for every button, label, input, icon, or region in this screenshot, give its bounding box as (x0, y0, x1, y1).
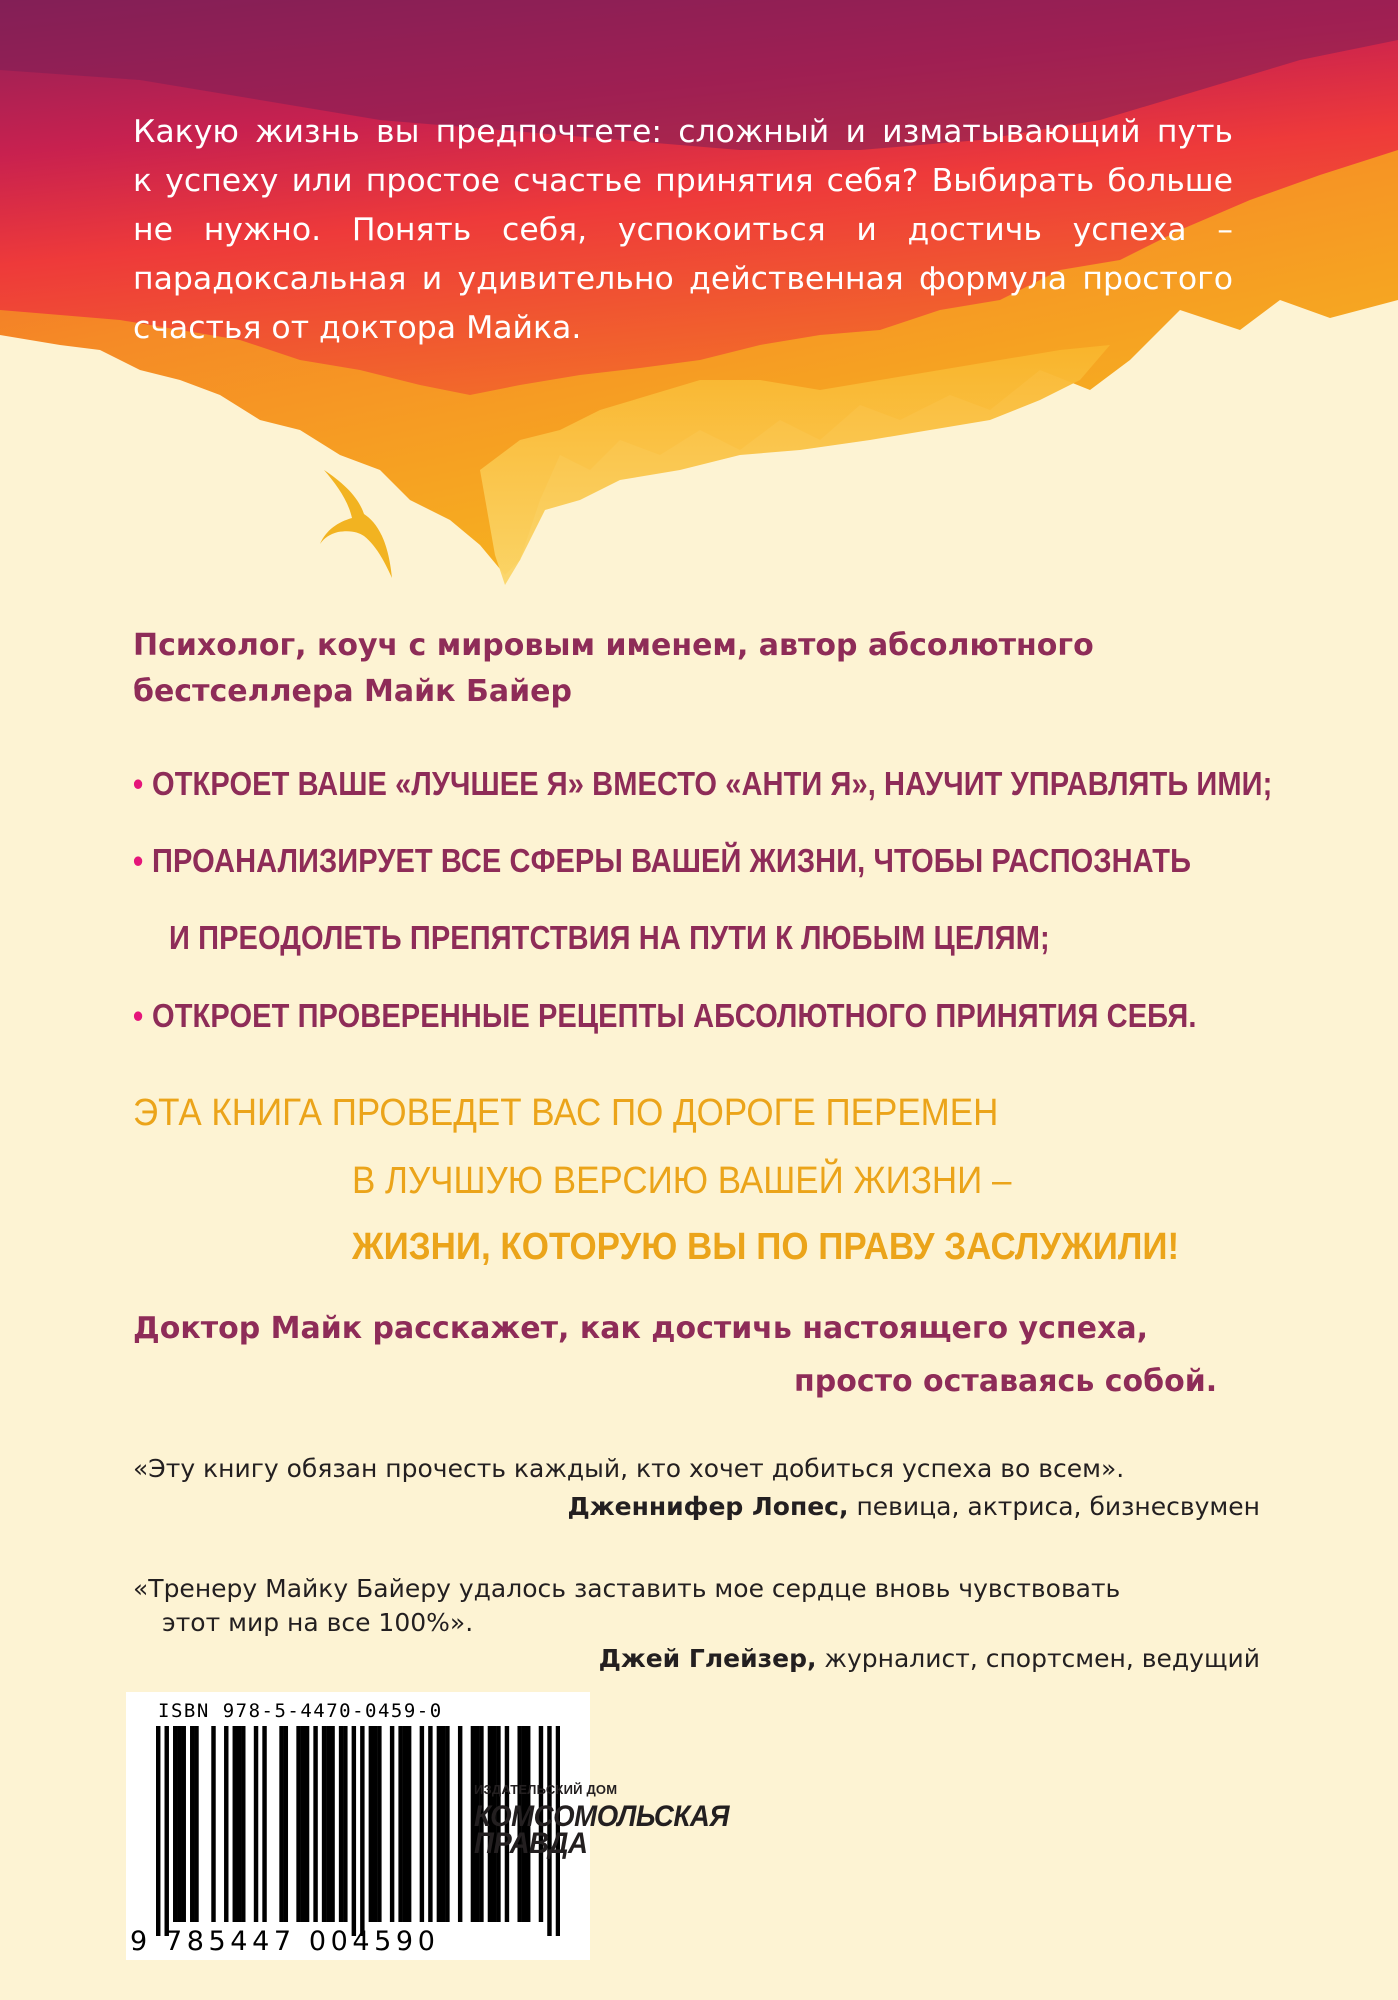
quote-author-name: Джей Глейзер, (598, 1644, 817, 1673)
barcode-bar (373, 1726, 377, 1922)
barcode-bar (458, 1726, 462, 1922)
quote-attribution (567, 1492, 1260, 1521)
publisher-name-line: КОМСОМОЛЬСКАЯ (474, 1800, 729, 1833)
intro-line: счастья от доктора Майка. (133, 310, 582, 346)
quote-text: этот мир на все 100%». (162, 1608, 474, 1637)
intro-line: парадоксальная и удивительно действенная формула простого (133, 261, 1233, 297)
barcode-bar (339, 1726, 343, 1922)
barcode-bar (284, 1726, 288, 1922)
barcode-bar (182, 1726, 186, 1922)
closing-line: Доктор Майк расскажет, как достичь настоящего успеха, (133, 1311, 1148, 1346)
quote-author-role: журналист, спортсмен, ведущий (816, 1644, 1260, 1673)
publisher-logo (474, 1782, 751, 1860)
barcode-bar (445, 1726, 449, 1922)
intro-line: Какую жизнь вы предпочтете: сложный и изматывающий путь (133, 114, 1233, 150)
closing-line: просто оставаясь собой. (794, 1364, 1218, 1399)
barcode-bar (177, 1726, 181, 1922)
barcode-bar (428, 1726, 432, 1922)
author-line: бестселлера Майк Байер (133, 674, 572, 709)
benefit-text: ОТКРОЕТ ВАШЕ «ЛУЧШЕЕ Я» ВМЕСТО «АНТИ Я», НАУЧИТ УПРАВЛЯТЬ ИМИ; (152, 765, 1273, 802)
barcode-bar (173, 1726, 177, 1922)
benefit-text: ОТКРОЕТ ПРОВЕРЕННЫЕ РЕЦЕПТЫ АБСОЛЮТНОГО ПРИНЯТИЯ СЕБЯ. (152, 997, 1197, 1034)
barcode-bar (190, 1726, 194, 1922)
barcode-bar (343, 1726, 347, 1922)
barcode-bar (165, 1726, 169, 1936)
quote-attribution (599, 1644, 1260, 1673)
barcode-bar (224, 1726, 228, 1922)
barcode-bar (360, 1726, 364, 1936)
quote-text: «Тренеру Майку Байеру удалось заставить мое сердце вновь чувствовать (133, 1574, 1121, 1603)
benefit-item (133, 765, 1272, 803)
quote-author-role: певица, актриса, бизнесвумен (848, 1492, 1260, 1521)
barcode-bar (254, 1726, 258, 1922)
bird-icon (318, 466, 396, 582)
bullet-dot: • (133, 842, 144, 879)
barcode-bar (322, 1726, 326, 1922)
quote-author-name: Дженнифер Лопес, (567, 1492, 849, 1521)
bullet-dot: • (133, 997, 144, 1034)
isbn-number: 9 785447 004590 (130, 1926, 440, 1957)
quote-text: «Эту книгу обязан прочесть каждый, кто хочет добиться успеха во всем». (133, 1454, 1125, 1483)
barcode-bar (441, 1726, 445, 1922)
barcode-bar (352, 1726, 356, 1936)
intro-line: не нужно. Понять себя, успокоиться и достичь успеха – (133, 212, 1233, 248)
barcode-bar (233, 1726, 237, 1922)
bullet-dot: • (133, 765, 144, 802)
barcode-bar (262, 1726, 266, 1922)
barcode-bar (437, 1726, 441, 1922)
barcode-bar (313, 1726, 317, 1922)
intro-line: к успеху или простое счастье принятия себя? Выбирать больше (133, 163, 1233, 199)
isbn-label: ISBN 978-5-4470-0459-0 (158, 1700, 443, 1722)
barcode-bar (305, 1726, 309, 1922)
barcode-bar (330, 1726, 334, 1922)
benefit-text: И ПРЕОДОЛЕТЬ ПРЕПЯТСТВИЯ НА ПУТИ К ЛЮБЫМ ЦЕЛЯМ; (169, 919, 1050, 956)
barcode-bar (279, 1726, 283, 1922)
intro-paragraph (133, 108, 1233, 353)
slogan-emphasis: ЖИЗНИ, КОТОРУЮ ВЫ ПО ПРАВУ ЗАСЛУЖИЛИ! (352, 1226, 1180, 1268)
barcode-bar (211, 1726, 215, 1922)
barcode-bar (237, 1726, 241, 1922)
barcode-bar (377, 1726, 381, 1922)
benefit-text: ПРОАНАЛИЗИРУЕТ ВСЕ СФЕРЫ ВАШЕЙ ЖИЗНИ, ЧТОБЫ РАСПОЗНАТЬ (152, 842, 1192, 879)
publisher-subtitle: ИЗДАТЕЛЬСКИЙ ДОМ (474, 1782, 618, 1797)
benefit-item (133, 842, 1191, 880)
barcode-bar (241, 1726, 245, 1922)
barcode-bar (398, 1726, 402, 1922)
barcode-bar (403, 1726, 407, 1922)
barcode-bar (301, 1726, 305, 1922)
barcode-bar (194, 1726, 198, 1922)
benefit-item (133, 997, 1197, 1035)
publisher-name-line: ПРАВДА (474, 1827, 588, 1860)
benefit-item-continuation (169, 919, 1050, 957)
author-line: Психолог, коуч с мировым именем, автор абсолютного (133, 628, 1094, 663)
barcode-bar (390, 1726, 394, 1922)
barcode-bar (407, 1726, 411, 1922)
author-description (133, 623, 1133, 715)
barcode-bar (420, 1726, 424, 1922)
slogan-line: В ЛУЧШУЮ ВЕРСИЮ ВАШЕЙ ЖИЗНИ – (352, 1160, 1012, 1202)
barcode-bar (369, 1726, 373, 1922)
barcode-bar (296, 1726, 300, 1922)
slogan-line: ЭТА КНИГА ПРОВЕДЕТ ВАС ПО ДОРОГЕ ПЕРЕМЕН (133, 1092, 999, 1134)
barcode-bar (326, 1726, 330, 1922)
barcode-bar (156, 1726, 160, 1936)
